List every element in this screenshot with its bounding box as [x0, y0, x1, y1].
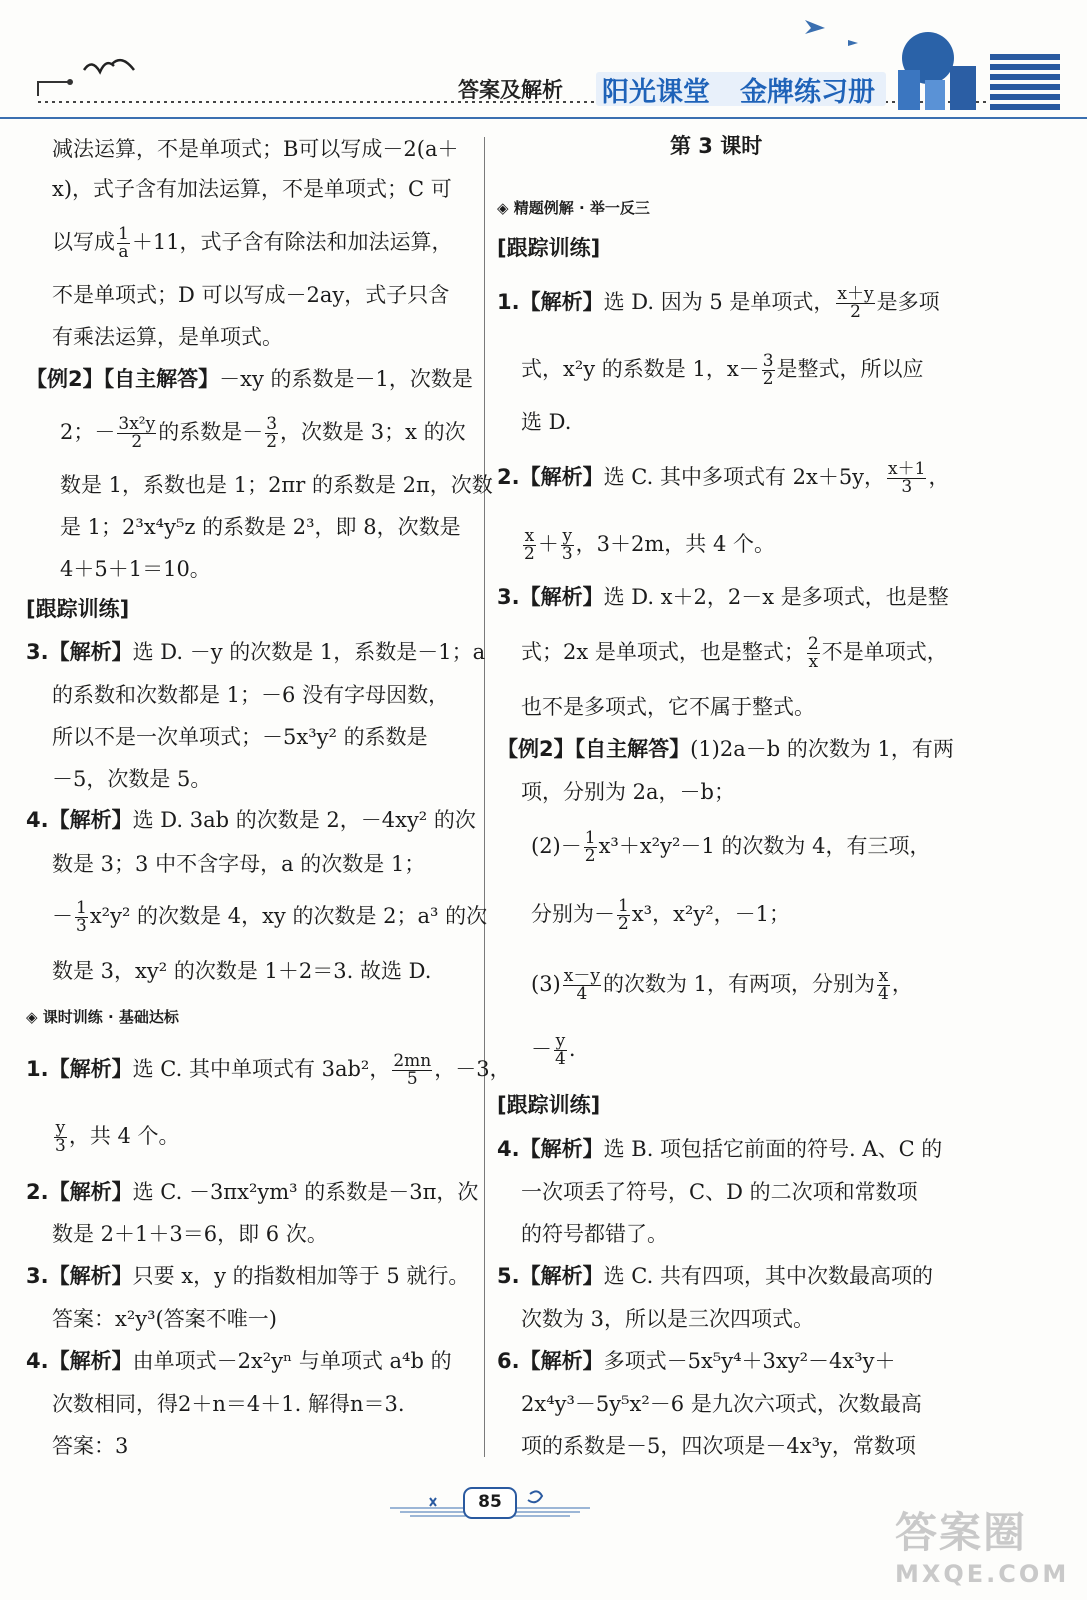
text-line: 分别为－ $\frac{1}{2}$ x³，x²y²，－1；: [531, 896, 790, 934]
fraction: $\frac{x}{4}$: [878, 966, 889, 1004]
text-line: 2；－ $\frac{\text{3x²y}}{2}$ 的系数是－ $\frac{3}{2}$ ，次数是 3；x 的次: [60, 414, 466, 452]
watermark-logo: 答案圈: [895, 1508, 1028, 1557]
answer-line: 4.【解析】选 D. 3ab 的次数是 2，－4xy² 的次: [26, 808, 476, 832]
header-decoration: [0, 0, 1087, 130]
answer-line: 3.【解析】选 D. x＋2，2－x 是多项式，也是整: [497, 585, 949, 609]
text-line: 次数相同，得2＋n＝4＋1. 解得n＝3.: [52, 1392, 405, 1416]
text-line: 数是 1，系数也是 1；2πr 的系数是 2π，次数: [60, 473, 493, 497]
text-line: 2x⁴y³－5y⁵x²－6 是九次六项式，次数最高: [521, 1392, 922, 1416]
answer-line: 1.【解析】选 D. 因为 5 是单项式， $\frac{x+y}{2}$ 是多项: [497, 284, 940, 322]
answer-line: 4.【解析】选 B. 项包括它前面的符号. A、C 的: [497, 1137, 943, 1161]
page-header: [0, 0, 1087, 130]
section-heading: ◈ 精题例解 · 举一反三: [497, 199, 650, 217]
text-line: 项，分别为 2a，－b；: [521, 780, 735, 804]
text-line: 也不是多项式，它不属于整式。: [521, 695, 815, 719]
answer-line: 3.【解析】只要 x，y 的指数相加等于 5 就行。: [26, 1264, 470, 1288]
fraction: $\frac{2mn}{5}$: [393, 1051, 432, 1089]
example-line: 【例2】【自主解答】－xy 的系数是－1，次数是: [26, 367, 473, 391]
fraction: $\frac{x-y}{4}$: [563, 966, 600, 1004]
header-section-title: 答案及解析: [458, 78, 563, 102]
answer-line: 2.【解析】选 C. 其中多项式有 2x＋5y， $\frac{x+1}{3}$ ，: [497, 459, 950, 497]
answer-line: 1.【解析】选 C. 其中单项式有 3ab²， $\frac{2mn}{5}$ ，－3，: [26, 1051, 511, 1089]
text-line: 数是 3，xy² 的次数是 1＋2＝3. 故选 D.: [52, 959, 432, 983]
fraction: $\frac{1}{2}$: [618, 896, 629, 934]
text-line: $\frac{y}{3}$ ，共 4 个。: [55, 1118, 180, 1156]
header-series: 金牌练习册: [740, 77, 875, 108]
text-line: － $\frac{y}{4}$ .: [531, 1031, 576, 1069]
text-line: 次数为 3，所以是三次四项式。: [521, 1307, 815, 1331]
watermark: [895, 1500, 1075, 1595]
answer-line: 3.【解析】选 D. －y 的次数是 1，系数是－1；a: [26, 640, 486, 664]
text-line: 数是 3；3 中不含字母，a 的次数是 1；: [52, 852, 426, 876]
answer-line: 5.【解析】选 C. 共有四项，其中次数最高项的: [497, 1264, 933, 1288]
section-heading: ◈ 课时训练 · 基础达标: [26, 1008, 179, 1026]
fraction: $\frac{\text{3x²y}}{2}$: [118, 414, 156, 452]
text-line: (3) $\frac{x-y}{4}$ 的次数为 1，有两项，分别为 $\frac{x}{4}$ ，: [531, 966, 913, 1004]
text-line: 的符号都错了。: [521, 1222, 668, 1246]
diamond-bullet-icon: ◈: [26, 1008, 38, 1026]
text-line: 的系数和次数都是 1；－6 没有字母因数，: [52, 683, 450, 707]
answer-line: 6.【解析】多项式－5x⁵y⁴＋3xy²－4x³y＋: [497, 1349, 896, 1373]
text-line: 式，x²y 的系数是 1，x－ $\frac{3}{2}$ 是整式，所以应: [521, 351, 924, 389]
text-line: 式；2x 是单项式，也是整式； $\frac{2}{x}$ 不是单项式，: [521, 634, 948, 672]
answer-value: 答案：3: [52, 1434, 129, 1458]
bird-icon: [84, 63, 114, 72]
watermark-url: MXQE.COM: [895, 1560, 1070, 1588]
subsection-heading: [跟踪训练]: [26, 597, 130, 621]
fraction: $\frac{1}{a}$: [118, 224, 129, 262]
text-line: 有乘法运算，是单项式。: [52, 325, 283, 349]
text-line: 一次项丢了符号，C、D 的二次项和常数项: [521, 1180, 918, 1204]
fraction: $\frac{x+1}{3}$: [888, 459, 926, 497]
text-line: 数是 2＋1＋3＝6，即 6 次。: [52, 1222, 328, 1246]
text-line: 是 1；2³x⁴y⁵z 的系数是 2³，即 8，次数是: [60, 515, 461, 539]
fraction: $\frac{y}{3}$: [55, 1118, 66, 1156]
answer-value: 答案：x²y³(答案不唯一): [52, 1307, 277, 1331]
text-line: 4＋5＋1＝10。: [60, 557, 211, 581]
page-number: 85: [478, 1492, 502, 1512]
paper-plane-icon: [805, 20, 825, 34]
text-line: $\frac{x}{2}$ ＋ $\frac{y}{3}$ ，3＋2m，共 4 个。: [524, 526, 776, 564]
text-line: 所以不是一次单项式；－5x³y² 的系数是: [52, 725, 428, 749]
text-line: 不是单项式；D 可以写成－2ay，式子只含: [52, 283, 450, 307]
fraction: $\frac{2}{x}$: [807, 634, 819, 672]
answer-line: 2.【解析】选 C. －3πx²ym³ 的系数是－3π，次: [26, 1180, 479, 1204]
text-line: x)，式子含有加法运算，不是单项式；C 可: [52, 177, 452, 201]
text-line: －5，次数是 5。: [52, 767, 212, 791]
subsection-heading: [跟踪训练]: [497, 1093, 601, 1117]
text-line: (2)－ $\frac{1}{2}$ x³＋x²y²－1 的次数为 4，有三项，: [531, 828, 931, 866]
answer-line: 4.【解析】由单项式－2x²yⁿ 与单项式 a⁴b 的: [26, 1349, 452, 1373]
lesson-title: 第 3 课时: [670, 134, 763, 158]
column-divider: [484, 137, 485, 1457]
text-line: 减法运算，不是单项式；B可以写成－2(a＋: [52, 137, 459, 161]
fraction: $\frac{x}{2}$: [524, 526, 535, 564]
diamond-bullet-icon: ◈: [497, 199, 509, 217]
fraction: $\frac{3}{2}$: [762, 351, 774, 389]
text-line: 项的系数是－5，四次项是－4x³y，常数项: [521, 1434, 916, 1458]
fraction: $\frac{3}{2}$: [266, 414, 278, 452]
text-line: － $\frac{1}{3}$ x²y² 的次数是 4，xy 的次数是 2；a³ 的次: [52, 898, 488, 936]
example-line: 【例2】【自主解答】(1)2a－b 的次数为 1，有两: [497, 737, 954, 761]
fraction: $\frac{1}{3}$: [76, 898, 87, 936]
text-line: 选 D.: [521, 410, 572, 434]
page-number-ornament: [390, 1478, 590, 1528]
fraction: $\frac{x+y}{2}$: [837, 284, 874, 322]
fraction: $\frac{y}{4}$: [555, 1031, 566, 1069]
header-brand: 阳光课堂: [602, 77, 710, 108]
text-line: 以写成 $\frac{1}{a}$ ＋11，式子含有除法和加法运算，: [52, 224, 453, 262]
subsection-heading: [跟踪训练]: [497, 236, 601, 260]
fraction: $\frac{y}{3}$: [561, 526, 573, 564]
fraction: $\frac{1}{2}$: [584, 828, 596, 866]
